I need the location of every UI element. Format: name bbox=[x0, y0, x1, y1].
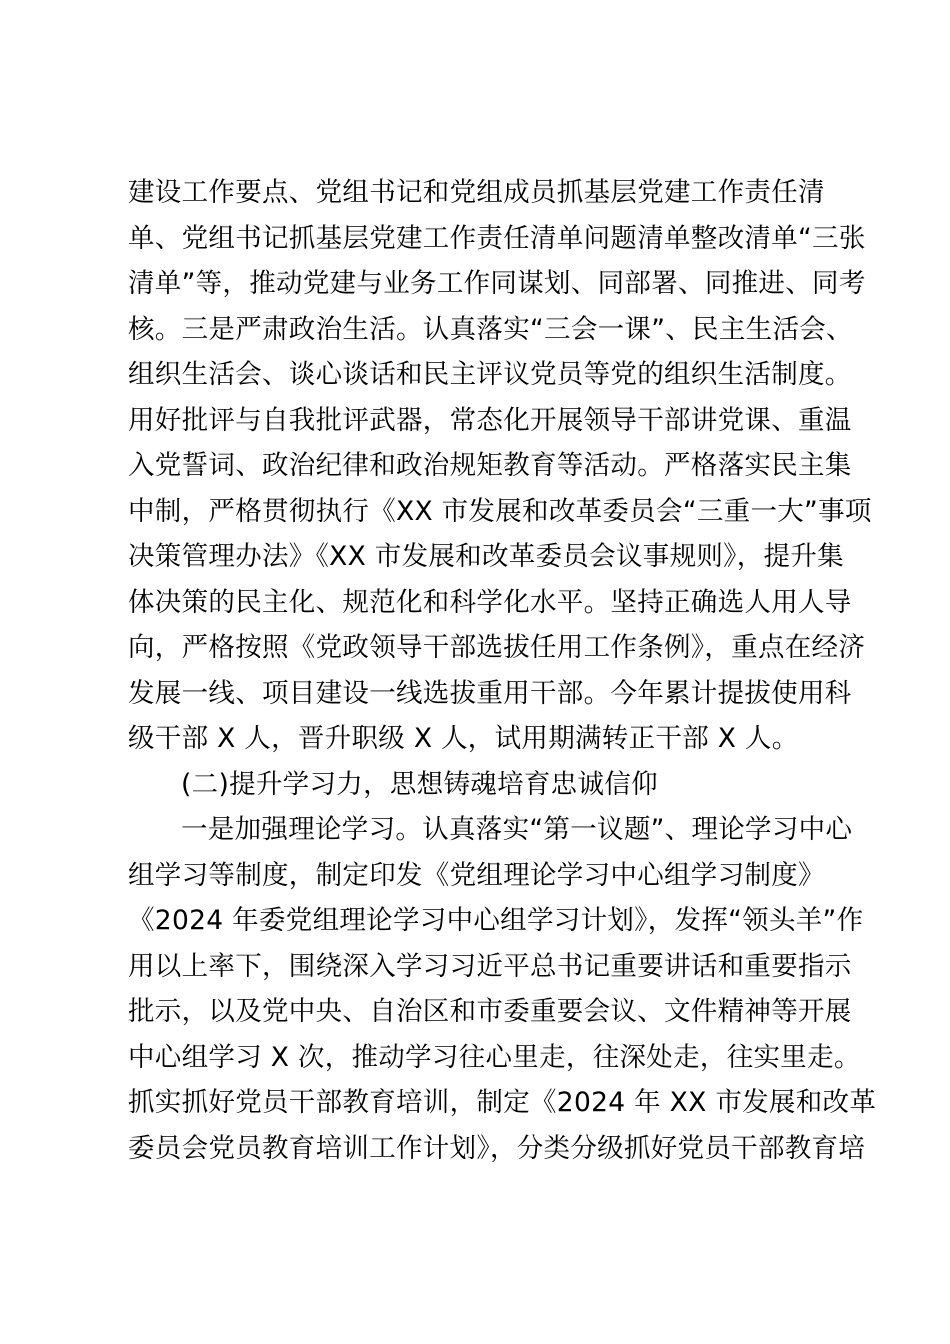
section-heading: (二)提升学习力，思想铸魂培育忠诚信仰 bbox=[181, 768, 658, 800]
text-line: 组织生活会、谈心谈话和民主评议党员等党的组织生活制度。 bbox=[128, 359, 852, 390]
text-line: 单、党组书记抓基层党建工作责任清单问题清单整改清单“三张 bbox=[128, 222, 866, 254]
text-line: 决策管理办法》《XX 市发展和改革委员会议事规则》，提升集 bbox=[128, 541, 844, 572]
text-line: 核。三是严肃政治生活。认真落实“三会一课”、民主生活会、 bbox=[128, 313, 853, 345]
text-line: 发展一线、项目建设一线选拔重用干部。今年累计提拔使用科 bbox=[128, 677, 852, 709]
text-line: 中心组学习 X 次，推动学习往心里走，往深处走，往实里走。 bbox=[128, 1041, 861, 1073]
text-line: 级干部 X 人，晋升职级 X 人，试用期满转正干部 X 人。 bbox=[128, 723, 799, 754]
text-line: 用好批评与自我批评武器，常态化开展领导干部讲党课、重温 bbox=[128, 404, 852, 436]
text-line: 体决策的民主化、规范化和科学化水平。坚持正确选人用人导 bbox=[128, 586, 852, 618]
text-line: 清单”等，推动党建与业务工作同谋划、同部署、同推进、同考 bbox=[128, 268, 866, 299]
text-line: 入党誓词、政治纪律和政治规矩教育等活动。严格落实民主集 bbox=[128, 450, 852, 481]
text-line: 《2024 年委党组理论学习中心组学习计划》，发挥“领头羊”作 bbox=[128, 905, 864, 936]
text-line: 抓实抓好党员干部教育培训，制定《2024 年 XX 市发展和改革 bbox=[128, 1087, 877, 1118]
text-line: 向，严格按照《党政领导干部选拔任用工作条例》，重点在经济 bbox=[128, 632, 866, 663]
text-line: 委员会党员教育培训工作计划》，分类分级抓好党员干部教育培 bbox=[128, 1132, 866, 1164]
document-body bbox=[128, 170, 877, 1171]
text-line: 中制，严格贯彻执行《XX 市发展和改革委员会“三重一大”事项 bbox=[128, 495, 872, 527]
text-line: 建设工作要点、党组书记和党组成员抓基层党建工作责任清 bbox=[128, 177, 825, 208]
text-line: 批示，以及党中央、自治区和市委重要会议、文件精神等开展 bbox=[128, 996, 852, 1027]
text-line: 用以上率下，围绕深入学习习近平总书记重要讲话和重要指示 bbox=[128, 950, 852, 982]
text-line: 组学习等制度，制定印发《党组理论学习中心组学习制度》 bbox=[128, 859, 825, 891]
paragraph-first-line: 一是加强理论学习。认真落实“第一议题”、理论学习中心 bbox=[181, 814, 853, 845]
